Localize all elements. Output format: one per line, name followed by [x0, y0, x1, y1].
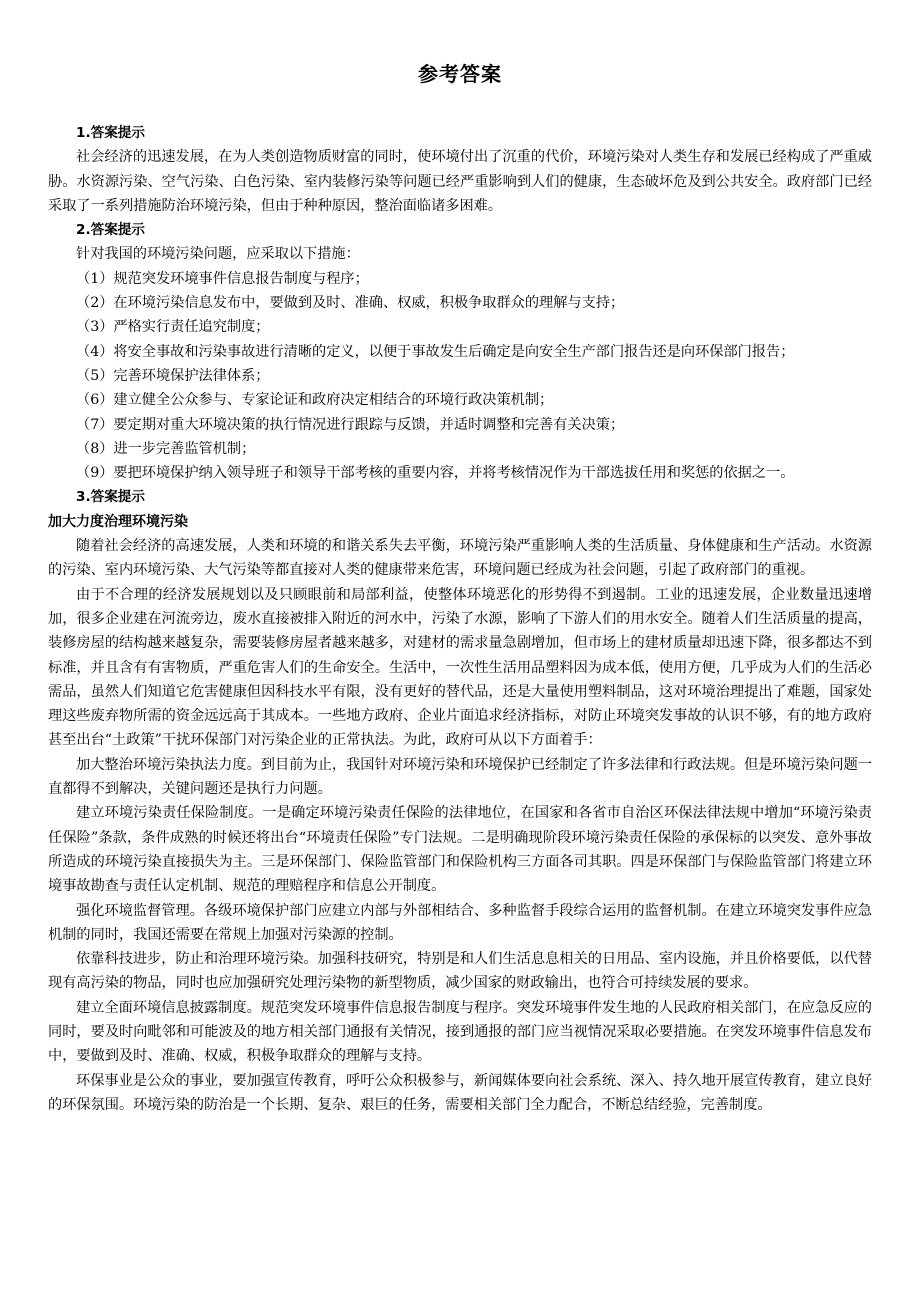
section-1-heading: 1.答案提示 — [76, 125, 145, 141]
essay-paragraph-1: 随着社会经济的高速发展，人类和环境的和谐关系失去平衡，环境污染严重影响人类的生活质量、身体健康和生产活动。水资源的污染、室内环境污染、大气污染等都直接对人类的健康带来危害，环境问题已经成为社会问题，引起了政府部门的重视。 — [48, 538, 872, 579]
document-body — [48, 121, 872, 1117]
essay-paragraph-6: 依靠科技进步，防止和治理环境污染。加强科技研究，特别是和人们生活息息相关的日用品、室内设施，并且价格要低，以代替现有高污染的物品，同时也应加强研究处理污染物的新型物质，减少国家的财政输出，也符合可持续发展的要求。 — [48, 951, 872, 992]
section-2-intro: 针对我国的环境污染问题，应采取以下措施： — [76, 246, 360, 263]
essay-paragraph-4: 建立环境污染责任保险制度。一是确定环境污染责任保险的法律地位，在国家和各省市自治区环保法律法规中增加“环境污染责任保险”条款，条件成熟的时候还将出台“环境责任保险”专门法规。二是明确现阶段环境污染责任保险的承保标的以突发、意外事故所造成的环境污染直接损失为主。三是环保部门、保险监管部门和保险机构三方面各司其职。四是环保部门与保险监管部门将建立环境事故勘查与责任认定机制、规范的理赔程序和信息公开制度。 — [48, 805, 872, 895]
measure-item-2: （2）在环境污染信息发布中，要做到及时、准确、权威，积极争取群众的理解与支持； — [76, 295, 625, 312]
essay-paragraph-8: 环保事业是公众的事业，要加强宣传教育，呼吁公众积极参与，新闻媒体要向社会系统、深入、持久地开展宣传教育，建立良好的环保氛围。环境污染的防治是一个长期、复杂、艰巨的任务，需要相关部门全力配合，不断总结经验，完善制度。 — [48, 1072, 872, 1113]
essay-title: 加大力度治理环境污染 — [48, 513, 188, 530]
essay-paragraph-7: 建立全面环境信息披露制度。规范突发环境事件信息报告制度与程序。突发环境事件发生地的人民政府相关部门，在应急反应的同时，要及时向毗邻和可能波及的地方相关部门通报有关情况，接到通报的部门应当视情况采取必要措施。在突发环境事件信息发布中，要做到及时、准确、权威，积极争取群众的理解与支持。 — [48, 999, 872, 1065]
measure-item-7: （7）要定期对重大环境决策的执行情况进行跟踪与反馈，并适时调整和完善有关决策； — [76, 416, 625, 433]
section-1-text: 社会经济的迅速发展，在为人类创造物质财富的同时，使环境付出了沉重的代价，环境污染对人类生存和发展已经构成了严重威胁。水资源污染、空气污染、白色污染、室内装修污染等问题已经严重影响到人们的健康，生态破坏危及到公共安全。政府部门已经采取了一系列措施防治环境污染，但由于种种原因，整治面临诸多困难。 — [48, 149, 872, 214]
section-2-heading: 2.答案提示 — [76, 222, 145, 239]
measure-item-5: （5）完善环境保护法律体系； — [76, 367, 270, 384]
measure-item-9: （9）要把环境保护纳入领导班子和领导干部考核的重要内容，并将考核情况作为干部选拔任用和奖惩的依据之一。 — [76, 465, 795, 482]
measure-item-6: （6）建立健全公众参与、专家论证和政府决定相结合的环境行政决策机制； — [76, 392, 554, 409]
essay-paragraph-3: 加大整治环境污染执法力度。到目前为止，我国针对环境污染和环境保护已经制定了许多法律和行政法规。但是环境污染问题一直都得不到解决，关键问题还是执行力问题。 — [48, 756, 872, 798]
measure-item-8: （8）进一步完善监管机制； — [76, 440, 256, 457]
page-title: 参考答案 — [418, 62, 502, 86]
section-3-heading: 3.答案提示 — [76, 489, 145, 506]
measure-item-1: （1）规范突发环境事件信息报告制度与程序； — [76, 270, 369, 287]
essay-paragraph-5: 强化环境监督管理。各级环境保护部门应建立内部与外部相结合、多种监督手段综合运用的监督机制。在建立环境突发事件应急机制的同时，我国还需要在常规上加强对污染源的控制。 — [48, 902, 872, 943]
measure-item-3: （3）严格实行责任追究制度； — [76, 319, 270, 336]
measure-item-4: （4）将安全事故和污染事故进行清晰的定义，以便于事故发生后确定是向安全生产部门报告还是向环保部门报告； — [76, 343, 795, 360]
essay-paragraph-2: 由于不合理的经济发展规划以及只顾眼前和局部利益，使整体环境恶化的形势得不到遏制。工业的迅速发展，企业数量迅速增加，很多企业建在河流旁边，废水直接被排入附近的河水中，污染了水源，影响了下游人们的用水安全。随着人们生活质量的提高，装修房屋的结构越来越复杂，需要装修房屋者越来越多，对建材的需求量急剧增加，但市场上的建材质量却迅速下降，很多都达不到标准，并且含有有害物质，严重危害人们的生命安全。生活中，一次性生活用品塑料因为成本低，使用方便，几乎成为人们的生活必需品，虽然人们知道它危害健康但因科技水平有限，没有更好的替代品，还是大量使用塑料制品，这对环境治理提出了难题，国家处理这些废弃物所需的资金远远高于其成本。一些地方政府、企业片面追求经济指标，对防止环境突发事故的认识不够，有的地方政府甚至出台“土政策”干扰环保部门对污染企业的正常执法。为此，政府可从以下方面着手： — [48, 586, 872, 749]
